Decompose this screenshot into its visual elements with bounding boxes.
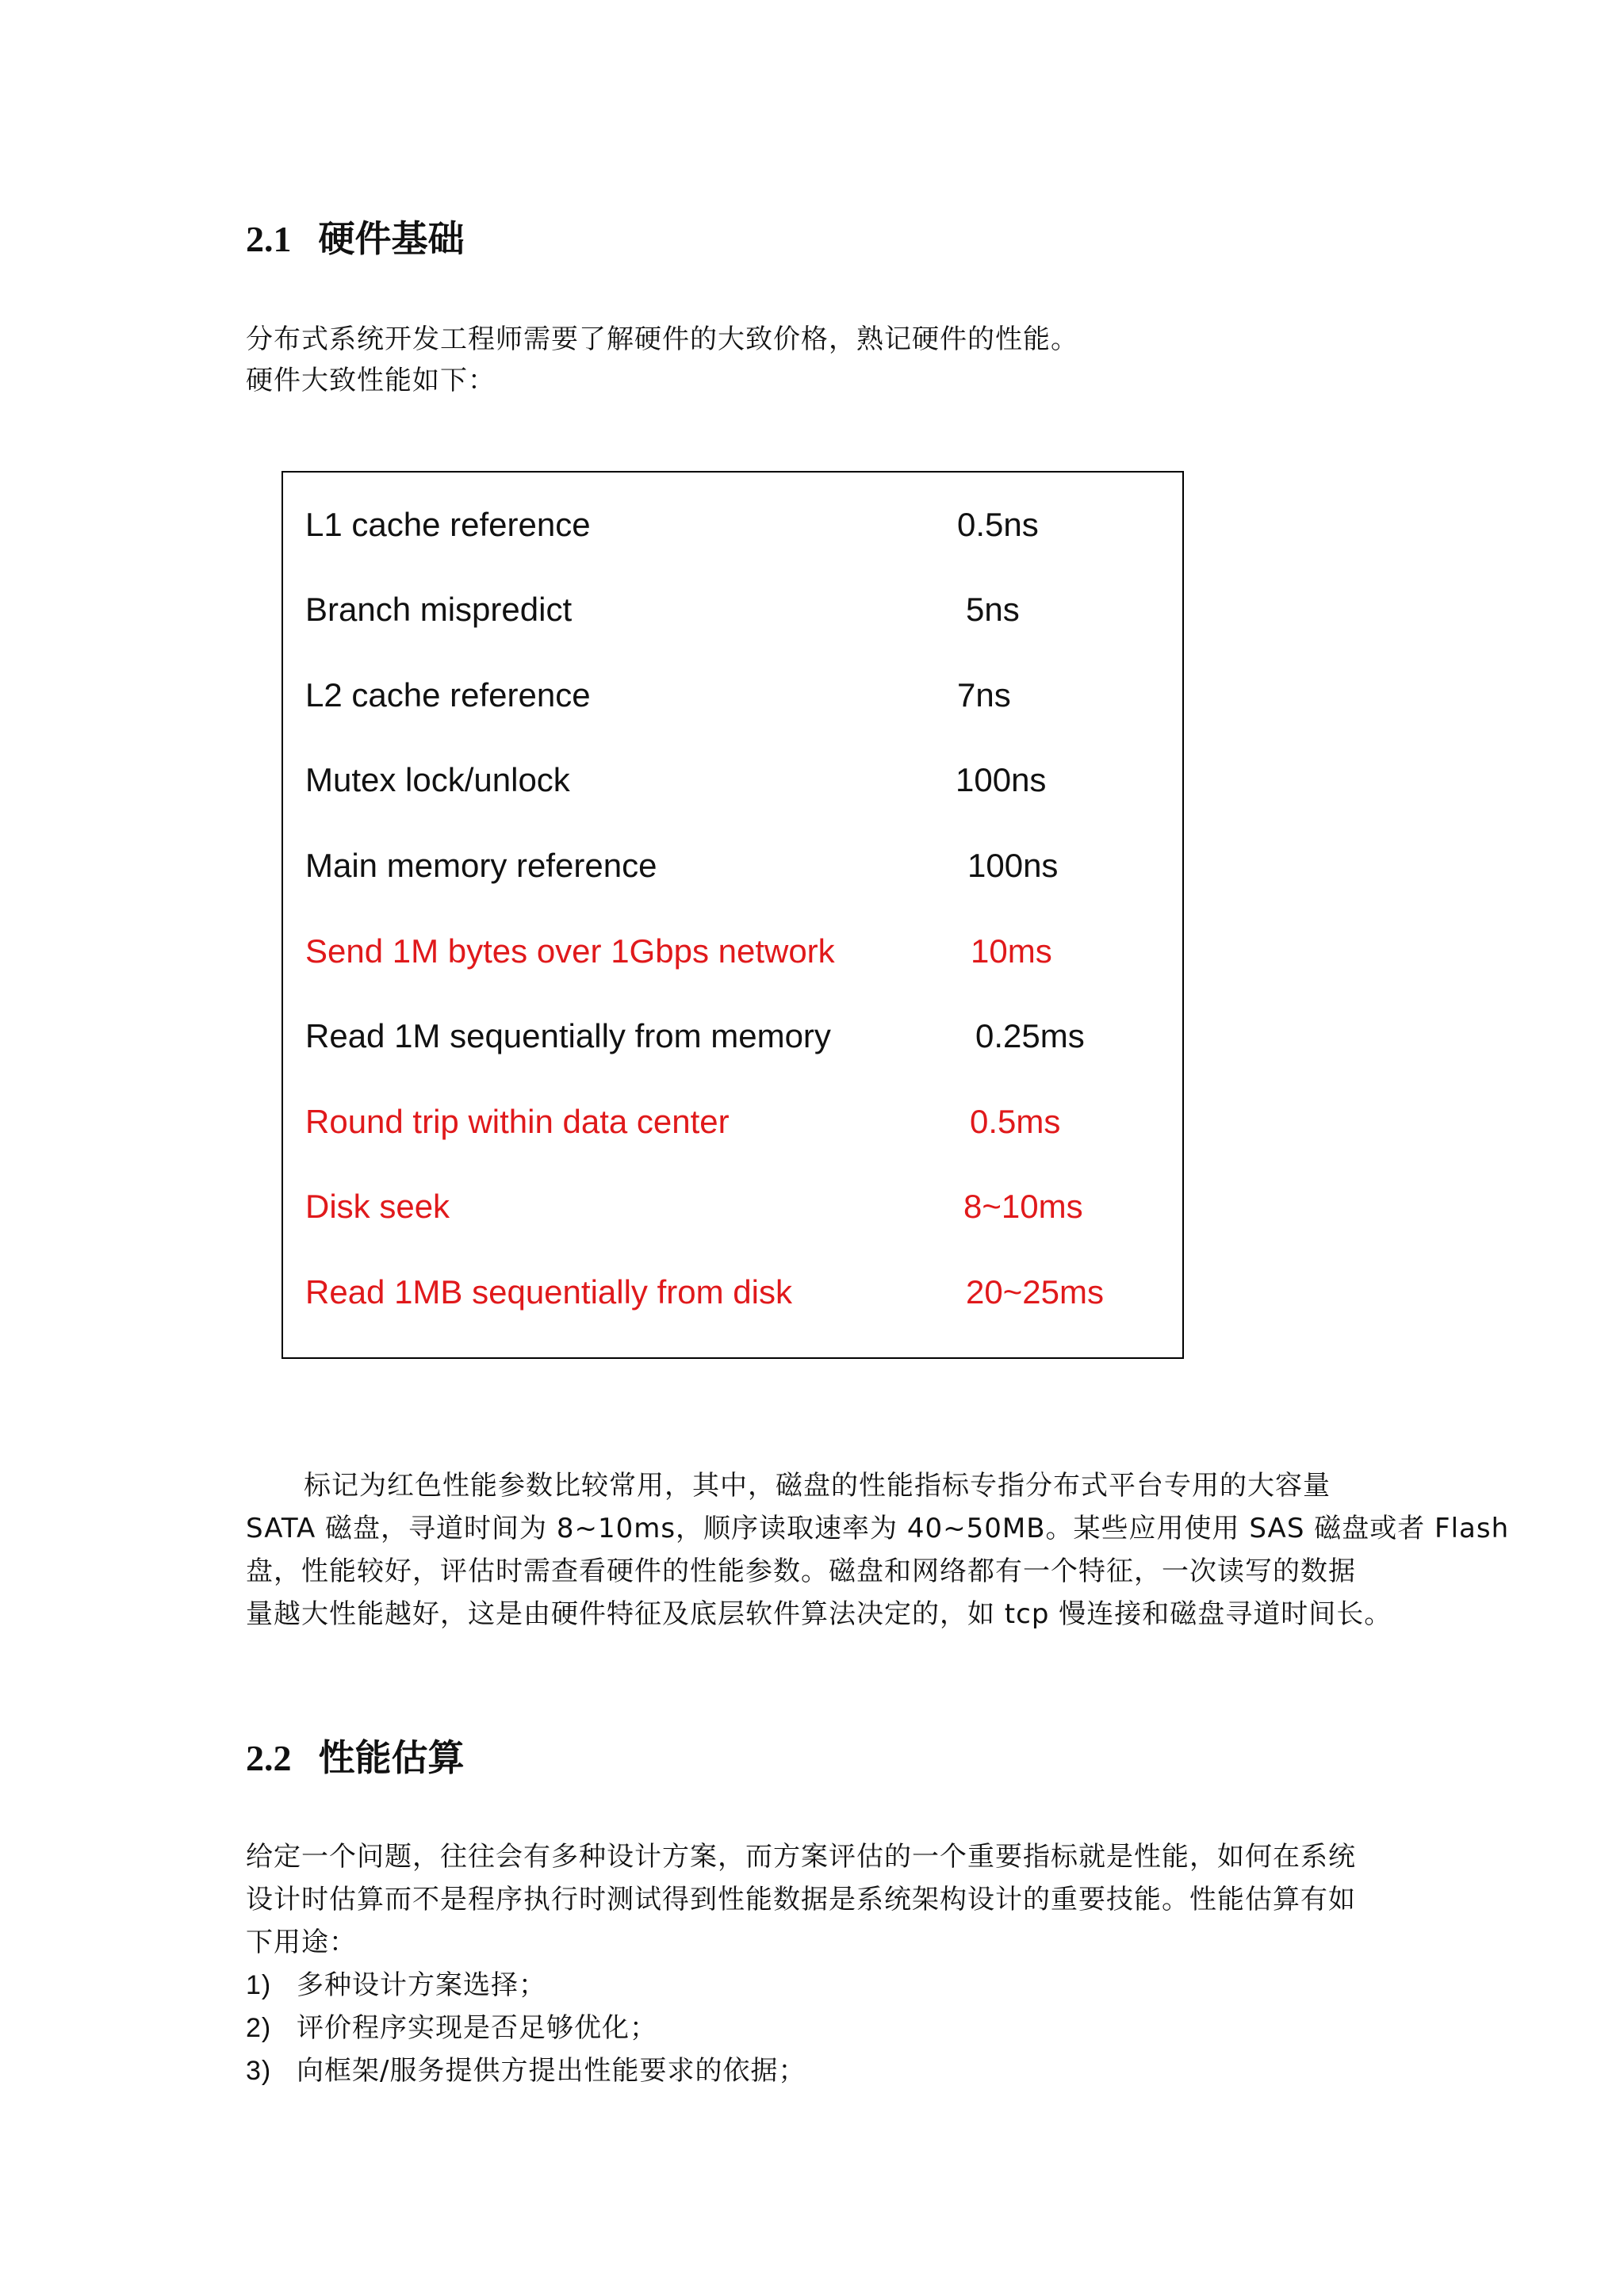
note-line-1: 标记为红色性能参数比较常用，其中，磁盘的性能指标专指分布式平台专用的大容量 (304, 1470, 1331, 1502)
note-line-2: SATA 磁盘，寻道时间为 8~10ms，顺序读取速率为 40~50MB。某些应用使用 SAS 磁盘或者 Flash (246, 1513, 1510, 1544)
list-number: 1) (246, 1970, 272, 2000)
table-row-highlight (283, 1273, 1182, 1321)
section-number: 2.2 (246, 1738, 292, 1778)
row-value: 20~25ms (966, 1273, 1104, 1311)
list-item (246, 1969, 546, 2002)
section2-line-3: 下用途： (246, 1927, 357, 1958)
section-heading-2-2 (246, 1736, 465, 1779)
row-label: Read 1M sequentially from memory (305, 1017, 831, 1054)
table-row-highlight (283, 932, 1182, 980)
note-line-3: 盘，性能较好，评估时需查看硬件的性能参数。磁盘和网络都有一个特征，一次读写的数据 (246, 1556, 1356, 1587)
table-row (283, 506, 1182, 553)
table-row (283, 591, 1182, 638)
row-label: Read 1MB sequentially from disk (305, 1273, 792, 1311)
list-item (246, 2055, 806, 2087)
table-row-highlight (283, 1103, 1182, 1150)
row-label: Disk seek (305, 1188, 450, 1225)
row-value: 7ns (957, 676, 1011, 714)
list-text: 多种设计方案选择； (297, 1969, 546, 2001)
row-value: 0.5ms (970, 1103, 1061, 1140)
intro-line-1: 分布式系统开发工程师需要了解硬件的大致价格，熟记硬件的性能。 (246, 323, 1078, 355)
row-value: 8~10ms (963, 1188, 1083, 1225)
row-label: Mutex lock/unlock (305, 761, 570, 798)
row-value: 0.5ns (957, 506, 1039, 543)
row-label: Branch mispredict (305, 591, 573, 628)
section-title: 性能估算 (318, 1736, 465, 1779)
row-value: 5ns (966, 591, 1020, 628)
row-value: 0.25ms (975, 1017, 1085, 1054)
row-label: L1 cache reference (305, 506, 591, 543)
row-label: Main memory reference (305, 847, 657, 884)
table-row (283, 847, 1182, 894)
list-number: 3) (246, 2056, 272, 2086)
row-label: Send 1M bytes over 1Gbps network (305, 932, 835, 970)
table-row (283, 1017, 1182, 1065)
section2-line-1: 给定一个问题，往往会有多种设计方案，而方案评估的一个重要指标就是性能，如何在系统 (246, 1841, 1356, 1873)
row-value: 100ns (956, 761, 1047, 798)
list-number: 2) (246, 2013, 272, 2043)
table-row (283, 676, 1182, 724)
section-title: 硬件基础 (318, 217, 465, 260)
row-value: 100ns (967, 847, 1059, 884)
intro-line-2: 硬件大致性能如下： (246, 365, 496, 396)
row-value: 10ms (971, 932, 1052, 970)
performance-table (282, 471, 1184, 1359)
list-item (246, 2012, 657, 2045)
section-heading-2-1 (246, 217, 465, 260)
list-text: 向框架/服务提供方提出性能要求的依据； (297, 2055, 806, 2087)
section-number: 2.1 (246, 219, 292, 259)
row-label: Round trip within data center (305, 1103, 730, 1140)
section2-line-2: 设计时估算而不是程序执行时测试得到性能数据是系统架构设计的重要技能。性能估算有如 (246, 1884, 1356, 1915)
note-line-4: 量越大性能越好，这是由硬件特征及底层软件算法决定的，如 tcp 慢连接和磁盘寻道时间长。 (246, 1598, 1392, 1630)
row-label: L2 cache reference (305, 676, 591, 714)
table-row (283, 761, 1182, 809)
table-row-highlight (283, 1188, 1182, 1235)
list-text: 评价程序实现是否足够优化； (297, 2012, 657, 2044)
